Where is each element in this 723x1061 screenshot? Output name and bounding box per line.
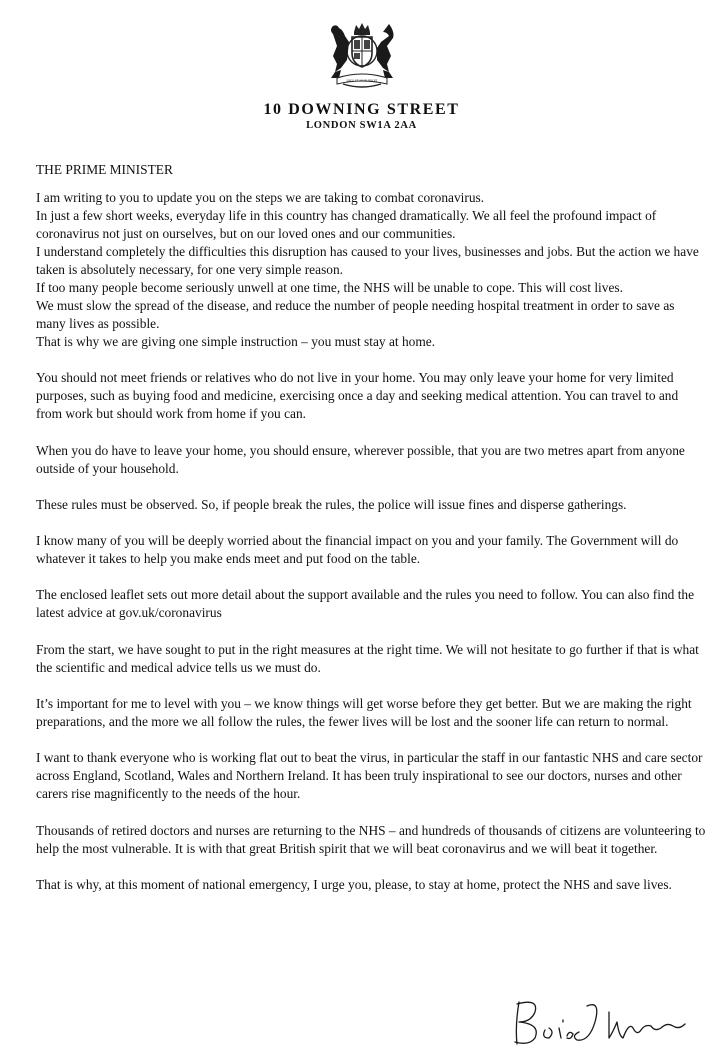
paragraph: I know many of you will be deeply worried about the financial impact on you and your family. The Government will do whatever it takes to help you make ends meet and put food on the table.: [36, 533, 679, 567]
paragraph: You should not meet friends or relatives who do not live in your home. You may only leave your home for very limited purposes, such as buying food and medicine, exercising once a day and seeking medical attention. You can travel to and from work but should work from home if you can.: [36, 370, 679, 422]
address-line-2: LONDON SW1A 2AA: [306, 120, 417, 131]
paragraph: In just a few short weeks, everyday life in this country has changed dramatically. We all feel the profound impact of coronavirus not just on ourselves, but on our loved ones and our communities.: [36, 208, 657, 241]
paragraph: It’s important for me to level with you – we know things will get worse before they get better. But we are making the right preparations, and the more we all follow the rules, the fewer lives will be lost and the sooner life can return to normal.: [36, 696, 692, 730]
royal-coat-of-arms-icon: [323, 20, 401, 92]
paragraph: I want to thank everyone who is working flat out to beat the virus, in particular the staff in our fantastic NHS and care sector across England, Scotland, Wales and Northern Ireland. It has been truly inspirational to see our doctors, nurses and other carers rise magnificently to the needs of the hour.: [36, 750, 703, 802]
letter-body: [36, 189, 706, 894]
sender-title: THE PRIME MINISTER: [36, 162, 173, 177]
paragraph: Thousands of retired doctors and nurses are returning to the NHS – and hundreds of thousands of citizens are volunteering to help the most vulnerable. It is with that great British spirit that we will beat coronavirus and we will beat it together.: [36, 822, 706, 856]
paragraph: I am writing to you to update you on the steps we are taking to combat coronavirus.: [36, 190, 485, 205]
paragraph: From the start, we have sought to put in the right measures at the right time. We will not hesitate to go further if that is what the scientific and medical advice tells us we must do.: [36, 641, 699, 675]
paragraph: We must slow the spread of the disease, and reduce the number of people needing hospital treatment in order to save as many lives as possible.: [36, 298, 675, 331]
paragraph: If too many people become seriously unwell at one time, the NHS will be unable to cope. This will cost lives.: [36, 280, 623, 295]
paragraph: I understand completely the difficulties this disruption has caused to your lives, businesses and jobs. But the action we have taken is absolutely necessary, for one very simple reason.: [36, 244, 699, 277]
paragraph: These rules must be observed. So, if people break the rules, the police will issue fines and disperse gatherings.: [36, 496, 627, 512]
crest-motto: DIEU ET MON DROIT: [346, 78, 378, 83]
paragraph: That is why, at this moment of national emergency, I urge you, please, to stay at home, protect the NHS and save lives.: [36, 876, 672, 892]
paragraph: The enclosed leaflet sets out more detail about the support available and the rules you need to follow. You can also find the latest advice at gov.uk/coronavirus: [36, 587, 695, 621]
signature: [505, 992, 715, 1052]
paragraph: When you do have to leave your home, you should ensure, wherever possible, that you are two metres apart from anyone outside of your household.: [36, 442, 685, 476]
paragraph: That is why we are giving one simple instruction – you must stay at home.: [36, 334, 436, 349]
address-line-1: 10 DOWNING STREET: [263, 101, 460, 118]
